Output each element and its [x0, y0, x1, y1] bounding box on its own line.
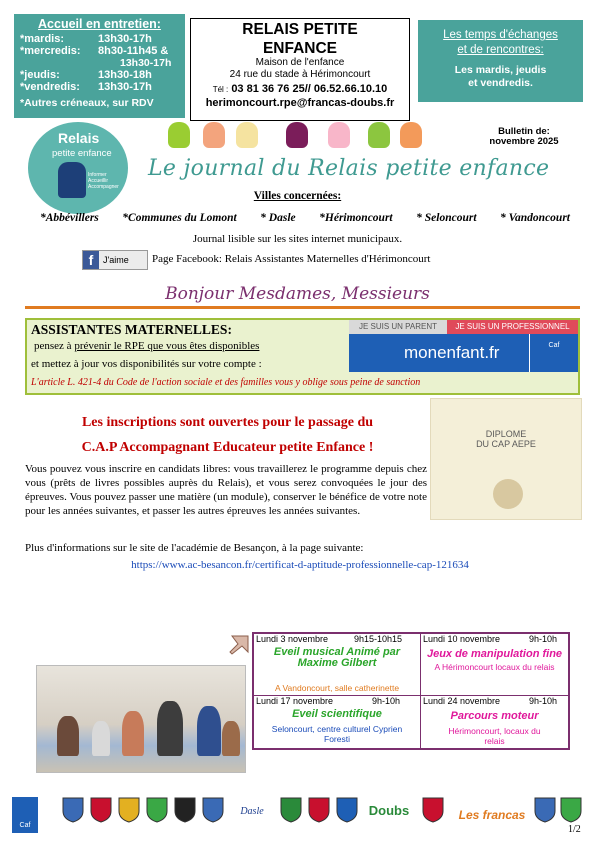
exchanges-title-2: et de rencontres: [457, 44, 544, 56]
arrow-icon [228, 632, 252, 656]
contact-place: Maison de l'enfance [255, 57, 345, 68]
facebook-icon: f [83, 251, 99, 269]
partner-logos [12, 793, 587, 833]
am-line-2: et mettez à jour vos disponibilités sur votre compte : [31, 358, 262, 370]
diploma-image: DIPLOME DU CAP AEPE [430, 398, 582, 520]
caf-logo: Caf [529, 334, 578, 372]
hours-row: *vendredis: 13h30-17h [20, 81, 152, 93]
contact-title: RELAIS PETITE [242, 21, 358, 38]
agenda-cell: Lundi 3 novembre 9h15-10h15 Eveil musical Animé par Maxime Gilbert A Vandoncourt, salle catherinette [254, 634, 421, 696]
coat-of-arms-icon [146, 797, 168, 823]
agenda-location: Hérimoncourt, locaux du relais [448, 726, 541, 746]
villes-title: Villes concernées: [253, 190, 342, 202]
handprints-decoration [168, 122, 416, 150]
agenda-activity: Eveil scientifique [292, 708, 382, 720]
handprint-icon [168, 122, 190, 148]
ville-item: * Seloncourt [416, 212, 477, 224]
agenda-activity: Eveil musical Animé par Maxime Gilbert [273, 646, 401, 669]
svg-text:Caf: Caf [19, 822, 31, 829]
parent-tab[interactable]: JE SUIS UN PARENT [349, 320, 447, 334]
agenda-location: A Vandoncourt, salle catherinette [274, 683, 400, 693]
journal-title: Le journal du Relais petite enfance [148, 156, 550, 181]
coat-of-arms-icon [336, 797, 358, 823]
ville-item: *Communes du Lomont [122, 212, 237, 224]
agenda-activity: Parcours moteur [450, 710, 539, 722]
coat-of-arms-icon [560, 797, 582, 823]
villes-list [40, 212, 570, 224]
like-label: J'aime [103, 255, 129, 265]
svg-text:Dasle: Dasle [240, 806, 264, 817]
lisible-note: Journal lisible sur les sites internet municipaux. [192, 233, 403, 245]
agenda-location: A Hérimoncourt locaux du relais [434, 662, 555, 672]
monenfant-logo[interactable]: monenfant.fr [349, 334, 529, 372]
agenda-grid [252, 632, 570, 750]
professional-tab[interactable]: JE SUIS UN PROFESSIONNEL [447, 320, 578, 334]
relais-logo: Relais petite enfance Informer Accueillir Accompagner [28, 122, 128, 214]
opening-hours-box [14, 14, 185, 118]
cap-more-info: Plus d'informations sur le site de l'académie de Besançon, à la page suivante: [25, 542, 364, 554]
coat-of-arms-icon [280, 797, 302, 823]
contact-phone: Tél : 03 81 36 76 25// 06.52.66.10.10 [212, 83, 388, 95]
handprint-icon [328, 122, 350, 148]
exchanges-title: Les temps d'échanges [443, 29, 558, 41]
exchanges-days: Les mardis, jeudis et vendredis. [454, 64, 547, 89]
divider [25, 306, 580, 309]
bulletin-date: Bulletin de: novembre 2025 [489, 126, 559, 147]
contact-email[interactable]: herimoncourt.rpe@francas-doubs.fr [205, 97, 395, 109]
page-number: 1/2 [568, 824, 581, 835]
cap-title: Les inscriptions sont ouvertes pour le passage du [81, 415, 374, 430]
hours-row: *mercredis: 8h30-11h45 & [20, 45, 169, 57]
coat-of-arms-icon [90, 797, 112, 823]
agenda-cell: Lundi 24 novembre 9h-10h Parcours moteur Hérimoncourt, locaux du relais [421, 696, 568, 748]
ville-item: *Hérimoncourt [319, 212, 393, 224]
facebook-page-text: Page Facebook: Relais Assistantes Maternelles d'Hérimoncourt [152, 253, 431, 265]
handprint-icon [400, 122, 422, 148]
ville-item: *Abbévillers [40, 212, 99, 224]
activity-photo [36, 665, 246, 773]
handprint-icon [203, 122, 225, 148]
coat-of-arms-icon [422, 797, 444, 823]
cap-title-2: C.A.P Accompagnant Educateur petite Enfance ! [81, 440, 374, 455]
svg-text:Les francas: Les francas [458, 808, 526, 822]
exchanges-box [418, 20, 583, 102]
agenda-cell: Lundi 17 novembre 9h-10h Eveil scientifique Seloncourt, centre culturel Cyprien Foresti [254, 696, 421, 748]
greeting: Bonjour Mesdames, Messieurs [165, 284, 430, 304]
agenda-activity: Jeux de manipulation fine [426, 648, 563, 660]
caf-logo [12, 797, 38, 833]
handprint-icon [286, 122, 308, 148]
hours-footer: *Autres créneaux, sur RDV [20, 97, 154, 109]
handprint-icon [236, 122, 258, 148]
contact-address: 24 rue du stade à Hérimoncourt [229, 69, 371, 80]
monenfant-banner[interactable] [349, 320, 578, 372]
seal-icon [493, 479, 523, 509]
cap-body: Vous pouvez vous inscrire en candidats libres: vous travaillerez le programme depuis chez vous (prêts de livres possibles auprès du Relais), et vous serez convoquées le jour des épreuves. Vous pouvez passer une matière (un module), conserver le bénéfice de votre note pour les années suivantes, et passer les autres épreuves les années suivantes. [25, 463, 427, 517]
ville-item: * Dasle [260, 212, 296, 224]
agenda-cell: Lundi 10 novembre 9h-10h Jeux de manipulation fine A Hérimoncourt locaux du relais [421, 634, 568, 696]
coat-of-arms-icon [118, 797, 140, 823]
francas-logo [458, 797, 526, 831]
am-title: ASSISTANTES MATERNELLES: [31, 322, 232, 337]
ville-item: * Vandoncourt [500, 212, 570, 224]
doubs-logo [364, 797, 414, 827]
facebook-like-button[interactable] [82, 250, 148, 270]
coat-of-arms-icon [308, 797, 330, 823]
coat-of-arms-icon [202, 797, 224, 823]
handprint-icon [368, 122, 390, 148]
hours-row: 13h30-17h [120, 57, 172, 69]
am-law-note: L'article L. 421-4 du Code de l'action sociale et des familles vous y oblige sous peine de sanction [31, 377, 421, 388]
contact-title-2: ENFANCE [262, 40, 338, 57]
contact-box [190, 18, 410, 121]
coat-of-arms-icon [534, 797, 556, 823]
hours-row: *mardis: 13h30-17h [20, 33, 152, 45]
am-line-1: pensez à prévenir le RPE que vous êtes disponibles [34, 340, 260, 352]
assistantes-maternelles-box [25, 318, 580, 395]
dasle-logo [232, 797, 272, 823]
svg-text:Doubs: Doubs [368, 803, 410, 818]
coat-of-arms-icon [62, 797, 84, 823]
cap-link[interactable]: https://www.ac-besancon.fr/certificat-d-aptitude-professionnelle-cap-121634 [131, 559, 469, 571]
hours-title: Accueil en entretien: [38, 17, 161, 31]
agenda-location: Seloncourt, centre culturel Cyprien Foresti [271, 724, 403, 744]
hours-row: *jeudis: 13h30-18h [20, 69, 152, 81]
coat-of-arms-icon [174, 797, 196, 823]
